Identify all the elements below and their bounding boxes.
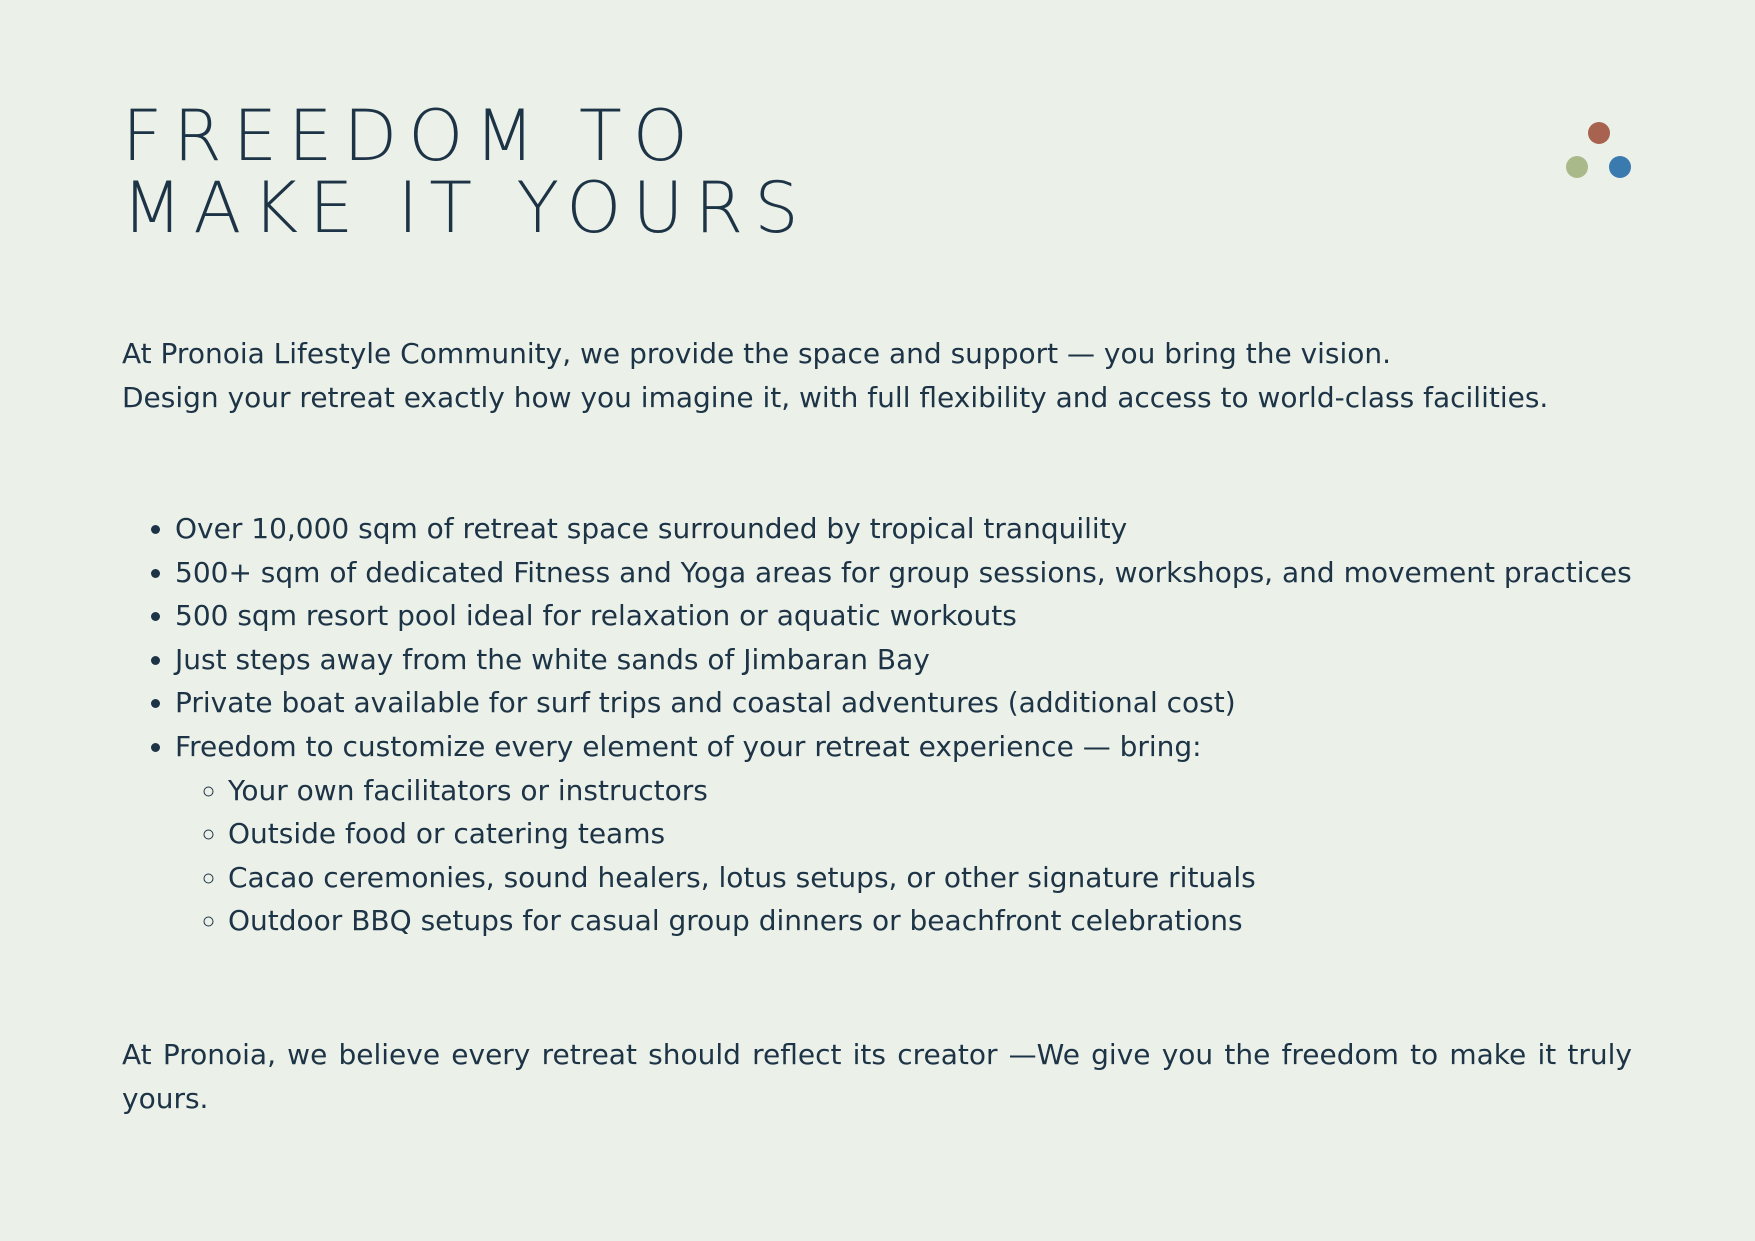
closing-text <box>122 1033 1632 1120</box>
intro-line-2: Design your retreat exactly how you imagine it, with full flexibility and access to world-class facilities. <box>122 380 1549 414</box>
bring-item: ◦ Your own facilitators or instructors <box>228 769 1632 813</box>
title-line-1: FREEDOM TO <box>122 95 699 177</box>
title-line-2: MAKE IT YOURS <box>122 167 810 249</box>
three-dots-icon <box>1560 120 1630 180</box>
closing-paragraph: At Pronoia, we believe every retreat should reflect its creator —We give you the freedom to make it truly yours. <box>122 1038 1632 1115</box>
feature-item-label: Freedom to customize every element of your retreat experience — bring: <box>175 729 1202 763</box>
feature-item: • 500 sqm resort pool ideal for relaxation or aquatic workouts <box>175 594 1632 638</box>
feature-item: • Private boat available for surf trips and coastal adventures (additional cost) <box>175 681 1632 725</box>
bring-item: ◦ Outdoor BBQ setups for casual group dinners or beachfront celebrations <box>228 899 1632 943</box>
dot-icon-red <box>1588 122 1610 144</box>
features-list <box>122 507 1632 943</box>
feature-item: • 500+ sqm of dedicated Fitness and Yoga areas for group sessions, workshops, and movement practices <box>175 551 1632 595</box>
feature-item-customize <box>175 725 1632 943</box>
intro-text <box>122 332 1632 419</box>
feature-item: • Just steps away from the white sands of Jimbaran Bay <box>175 638 1632 682</box>
feature-item: • Over 10,000 sqm of retreat space surrounded by tropical tranquility <box>175 507 1632 551</box>
bring-item: ◦ Outside food or catering teams <box>228 812 1632 856</box>
dot-icon-green <box>1566 156 1588 178</box>
intro-line-1: At Pronoia Lifestyle Community, we provide the space and support — you bring the vision. <box>122 337 1392 370</box>
bring-item: ◦ Cacao ceremonies, sound healers, lotus setups, or other signature rituals <box>228 856 1632 900</box>
dot-icon-blue <box>1609 156 1631 178</box>
page-title <box>122 95 810 249</box>
bring-list <box>175 769 1632 943</box>
